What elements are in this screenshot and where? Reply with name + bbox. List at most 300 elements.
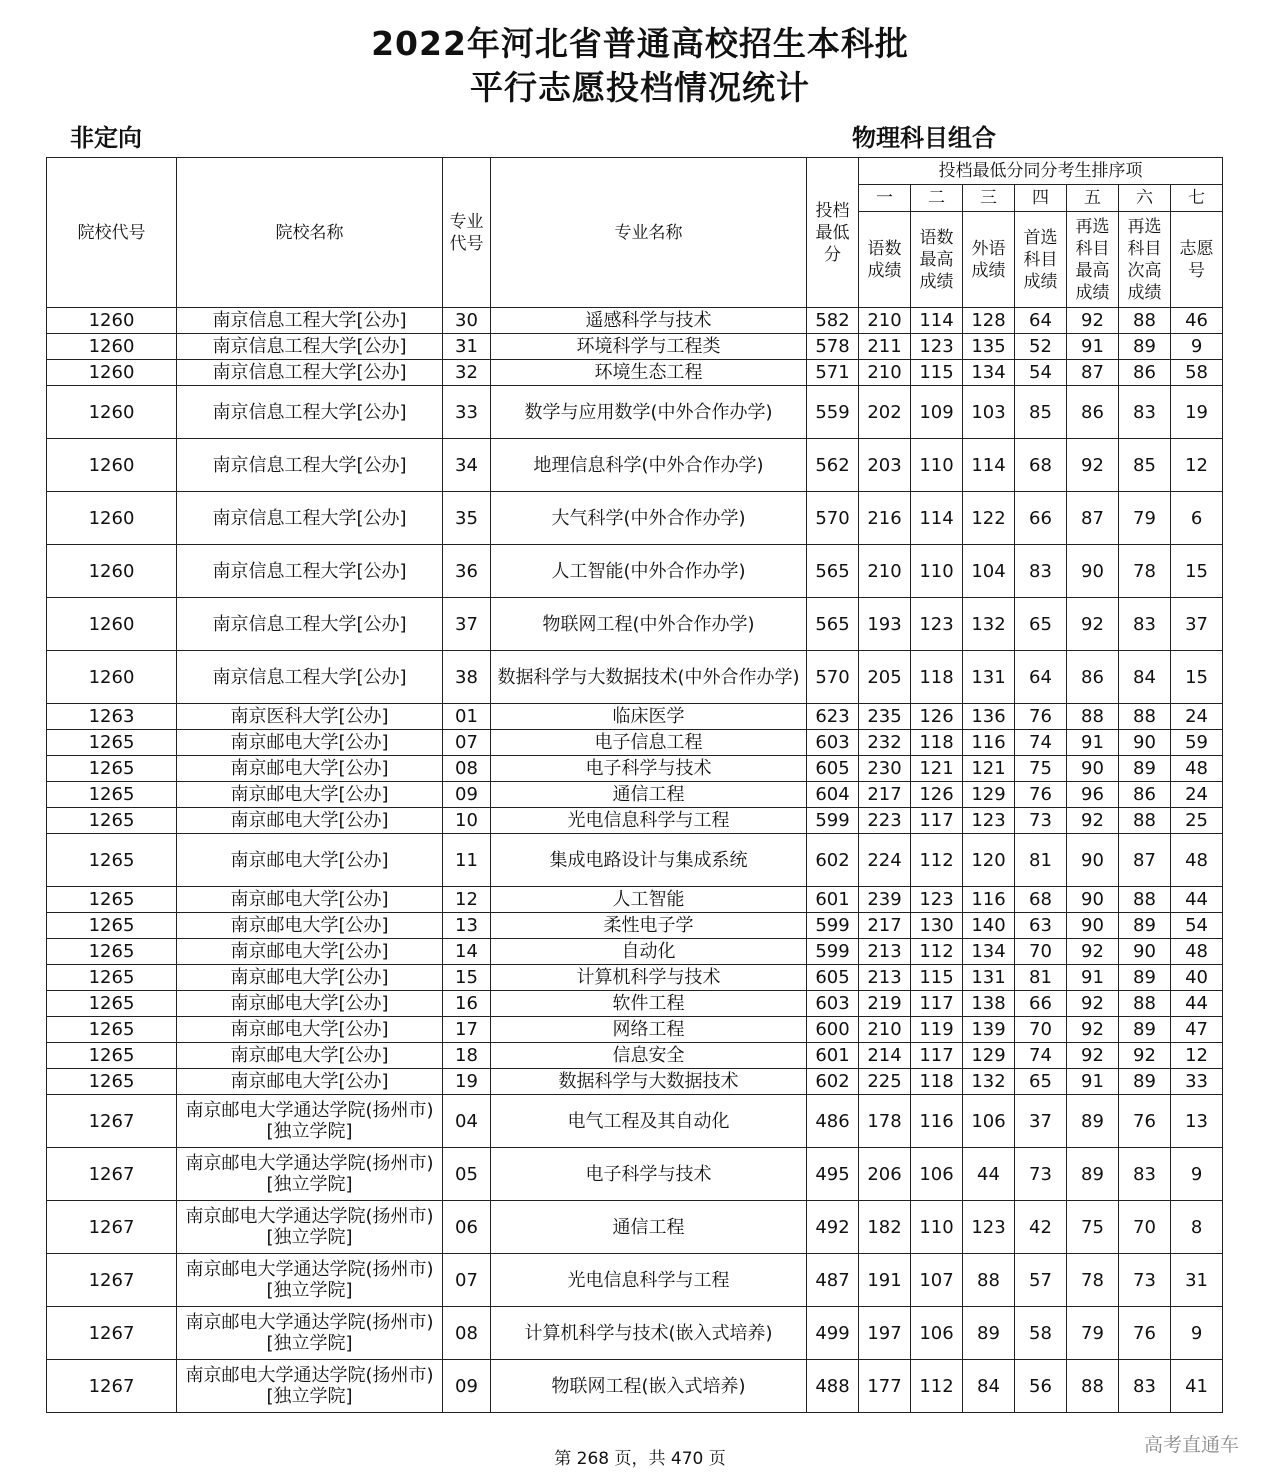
header-sort-num: 七 [1171,185,1223,212]
header-sort-num: 六 [1119,185,1171,212]
cell-major-name: 大气科学(中外合作办学) [491,492,807,545]
cell-sort-3: 44 [963,1148,1015,1201]
cell-sort-2: 118 [911,651,963,704]
cell-sort-1: 206 [859,1148,911,1201]
cell-major-code: 01 [443,704,491,730]
cell-major-code: 07 [443,1254,491,1307]
cell-school-name: 南京信息工程大学[公办] [177,360,443,386]
cell-sort-6: 85 [1119,439,1171,492]
cell-sort-2: 117 [911,991,963,1017]
header-school-code: 院校代号 [47,158,177,308]
cell-sort-5: 96 [1067,782,1119,808]
table-row [47,965,1223,991]
cell-min-score: 605 [807,756,859,782]
cell-school-code: 1265 [47,782,177,808]
cell-sort-2: 112 [911,834,963,887]
cell-school-code: 1265 [47,939,177,965]
cell-min-score: 488 [807,1360,859,1413]
cell-major-name: 地理信息科学(中外合作办学) [491,439,807,492]
table-row [47,386,1223,439]
cell-sort-2: 118 [911,730,963,756]
header-sort-item: 语数最高成绩 [911,212,963,308]
cell-min-score: 601 [807,1043,859,1069]
cell-sort-6: 89 [1119,756,1171,782]
cell-major-name: 电子信息工程 [491,730,807,756]
cell-sort-3: 135 [963,334,1015,360]
cell-major-name: 计算机科学与技术(嵌入式培养) [491,1307,807,1360]
cell-sort-1: 205 [859,651,911,704]
cell-sort-3: 131 [963,965,1015,991]
cell-sort-4: 52 [1015,334,1067,360]
cell-sort-4: 76 [1015,704,1067,730]
cell-min-score: 582 [807,308,859,334]
cell-sort-4: 70 [1015,1017,1067,1043]
cell-school-code: 1265 [47,913,177,939]
cell-sort-5: 92 [1067,1043,1119,1069]
cell-sort-7: 37 [1171,598,1223,651]
cell-sort-3: 106 [963,1095,1015,1148]
cell-school-code: 1267 [47,1307,177,1360]
cell-school-code: 1260 [47,360,177,386]
cell-sort-2: 112 [911,1360,963,1413]
cell-sort-2: 106 [911,1148,963,1201]
cell-sort-6: 89 [1119,913,1171,939]
cell-sort-2: 106 [911,1307,963,1360]
cell-sort-1: 239 [859,887,911,913]
cell-sort-6: 88 [1119,704,1171,730]
cell-school-name: 南京邮电大学[公办] [177,965,443,991]
cell-school-name: 南京医科大学[公办] [177,704,443,730]
cell-school-name: 南京邮电大学[公办] [177,1069,443,1095]
cell-sort-2: 123 [911,887,963,913]
cell-sort-6: 83 [1119,386,1171,439]
cell-sort-1: 210 [859,308,911,334]
cell-sort-4: 81 [1015,965,1067,991]
cell-major-code: 31 [443,334,491,360]
cell-major-code: 14 [443,939,491,965]
table-row [47,308,1223,334]
cell-sort-7: 44 [1171,887,1223,913]
cell-min-score: 562 [807,439,859,492]
cell-major-code: 04 [443,1095,491,1148]
cell-min-score: 600 [807,1017,859,1043]
cell-school-name: 南京邮电大学[公办] [177,887,443,913]
cell-sort-2: 115 [911,965,963,991]
cell-sort-5: 90 [1067,887,1119,913]
table-row [47,1307,1223,1360]
cell-sort-3: 89 [963,1307,1015,1360]
table-row [47,1095,1223,1148]
cell-sort-2: 110 [911,545,963,598]
admission-table [46,157,1223,1413]
cell-school-name: 南京邮电大学[公办] [177,1017,443,1043]
cell-sort-4: 64 [1015,651,1067,704]
cell-sort-5: 87 [1067,360,1119,386]
cell-min-score: 499 [807,1307,859,1360]
cell-min-score: 602 [807,1069,859,1095]
cell-sort-4: 65 [1015,1069,1067,1095]
cell-min-score: 565 [807,598,859,651]
header-major-code: 专业代号 [443,158,491,308]
cell-sort-5: 79 [1067,1307,1119,1360]
cell-sort-7: 59 [1171,730,1223,756]
cell-sort-2: 118 [911,1069,963,1095]
cell-min-score: 487 [807,1254,859,1307]
cell-sort-1: 232 [859,730,911,756]
cell-sort-3: 114 [963,439,1015,492]
cell-sort-3: 116 [963,730,1015,756]
cell-sort-3: 123 [963,1201,1015,1254]
cell-sort-2: 121 [911,756,963,782]
cell-major-name: 通信工程 [491,782,807,808]
cell-sort-2: 112 [911,939,963,965]
cell-sort-1: 223 [859,808,911,834]
cell-major-name: 信息安全 [491,1043,807,1069]
header-sort-num: 二 [911,185,963,212]
table-row [47,704,1223,730]
cell-sort-6: 76 [1119,1307,1171,1360]
cell-school-code: 1260 [47,598,177,651]
cell-sort-6: 83 [1119,598,1171,651]
cell-sort-7: 19 [1171,386,1223,439]
cell-school-code: 1265 [47,1043,177,1069]
cell-sort-4: 65 [1015,598,1067,651]
cell-sort-4: 81 [1015,834,1067,887]
header-sort-item: 首选科目成绩 [1015,212,1067,308]
table-row [47,939,1223,965]
cell-school-name: 南京信息工程大学[公办] [177,651,443,704]
cell-school-code: 1267 [47,1095,177,1148]
cell-sort-5: 88 [1067,704,1119,730]
cell-sort-4: 74 [1015,730,1067,756]
cell-sort-3: 132 [963,1069,1015,1095]
cell-sort-5: 91 [1067,730,1119,756]
cell-major-name: 物联网工程(嵌入式培养) [491,1360,807,1413]
table-row [47,834,1223,887]
cell-sort-7: 58 [1171,360,1223,386]
cell-sort-1: 211 [859,334,911,360]
cell-sort-5: 89 [1067,1148,1119,1201]
cell-major-name: 光电信息科学与工程 [491,808,807,834]
cell-school-name: 南京邮电大学[公办] [177,939,443,965]
cell-school-name: 南京信息工程大学[公办] [177,598,443,651]
cell-major-code: 15 [443,965,491,991]
cell-sort-6: 76 [1119,1095,1171,1148]
cell-sort-6: 73 [1119,1254,1171,1307]
cell-min-score: 486 [807,1095,859,1148]
table-row [47,334,1223,360]
cell-major-name: 数据科学与大数据技术 [491,1069,807,1095]
table-row [47,1201,1223,1254]
cell-major-code: 34 [443,439,491,492]
cell-sort-3: 138 [963,991,1015,1017]
header-sort-item: 语数成绩 [859,212,911,308]
cell-sort-1: 203 [859,439,911,492]
cell-major-name: 临床医学 [491,704,807,730]
cell-school-code: 1265 [47,887,177,913]
cell-school-code: 1265 [47,965,177,991]
table-row [47,492,1223,545]
cell-sort-7: 8 [1171,1201,1223,1254]
header-sort-group: 投档最低分同分考生排序项 [859,158,1223,185]
table-row [47,1148,1223,1201]
cell-sort-5: 92 [1067,808,1119,834]
cell-sort-7: 48 [1171,939,1223,965]
cell-major-code: 33 [443,386,491,439]
cell-sort-5: 87 [1067,492,1119,545]
cell-sort-2: 117 [911,808,963,834]
cell-sort-7: 24 [1171,782,1223,808]
cell-sort-4: 76 [1015,782,1067,808]
cell-sort-2: 126 [911,704,963,730]
cell-major-code: 16 [443,991,491,1017]
cell-sort-7: 41 [1171,1360,1223,1413]
cell-min-score: 571 [807,360,859,386]
cell-sort-5: 92 [1067,598,1119,651]
table-row [47,1360,1223,1413]
cell-school-code: 1260 [47,439,177,492]
cell-sort-7: 6 [1171,492,1223,545]
cell-min-score: 570 [807,492,859,545]
cell-sort-5: 88 [1067,1360,1119,1413]
cell-sort-7: 9 [1171,334,1223,360]
cell-major-code: 13 [443,913,491,939]
cell-min-score: 599 [807,913,859,939]
cell-sort-4: 73 [1015,808,1067,834]
cell-major-code: 07 [443,730,491,756]
cell-sort-7: 12 [1171,1043,1223,1069]
cell-school-name: 南京邮电大学[公办] [177,782,443,808]
cell-sort-4: 75 [1015,756,1067,782]
cell-sort-7: 15 [1171,651,1223,704]
cell-sort-6: 89 [1119,1017,1171,1043]
cell-sort-5: 89 [1067,1095,1119,1148]
table-row [47,1254,1223,1307]
cell-major-name: 柔性电子学 [491,913,807,939]
cell-sort-4: 68 [1015,439,1067,492]
cell-major-code: 08 [443,756,491,782]
cell-sort-6: 90 [1119,730,1171,756]
cell-school-name: 南京邮电大学通达学院(扬州市)[独立学院] [177,1307,443,1360]
cell-sort-6: 90 [1119,939,1171,965]
cell-sort-1: 213 [859,965,911,991]
cell-sort-6: 70 [1119,1201,1171,1254]
cell-sort-3: 131 [963,651,1015,704]
cell-major-name: 自动化 [491,939,807,965]
table-row [47,1017,1223,1043]
cell-sort-5: 92 [1067,991,1119,1017]
cell-min-score: 578 [807,334,859,360]
cell-sort-5: 92 [1067,1017,1119,1043]
table-row [47,1069,1223,1095]
cell-sort-4: 58 [1015,1307,1067,1360]
cell-sort-4: 66 [1015,492,1067,545]
cell-sort-4: 37 [1015,1095,1067,1148]
cell-sort-4: 63 [1015,913,1067,939]
cell-sort-7: 9 [1171,1148,1223,1201]
cell-min-score: 605 [807,965,859,991]
cell-sort-3: 103 [963,386,1015,439]
cell-sort-1: 202 [859,386,911,439]
cell-school-code: 1260 [47,492,177,545]
table-row [47,782,1223,808]
cell-sort-5: 78 [1067,1254,1119,1307]
cell-sort-6: 88 [1119,991,1171,1017]
cell-sort-1: 182 [859,1201,911,1254]
cell-min-score: 599 [807,939,859,965]
cell-sort-1: 219 [859,991,911,1017]
cell-sort-2: 109 [911,386,963,439]
cell-major-name: 电气工程及其自动化 [491,1095,807,1148]
cell-school-code: 1265 [47,1017,177,1043]
cell-sort-3: 140 [963,913,1015,939]
cell-major-name: 遥感科学与技术 [491,308,807,334]
cell-sort-5: 92 [1067,939,1119,965]
cell-sort-7: 47 [1171,1017,1223,1043]
cell-sort-5: 86 [1067,386,1119,439]
cell-min-score: 603 [807,730,859,756]
cell-sort-2: 123 [911,334,963,360]
cell-sort-6: 78 [1119,545,1171,598]
cell-major-name: 数据科学与大数据技术(中外合作办学) [491,651,807,704]
cell-sort-4: 70 [1015,939,1067,965]
cell-sort-3: 139 [963,1017,1015,1043]
cell-sort-3: 104 [963,545,1015,598]
cell-sort-6: 88 [1119,808,1171,834]
cell-sort-3: 128 [963,308,1015,334]
page-title-line2: 平行志愿投档情况统计 [470,68,810,107]
table-row [47,360,1223,386]
table-row [47,887,1223,913]
cell-sort-7: 9 [1171,1307,1223,1360]
cell-sort-3: 129 [963,1043,1015,1069]
cell-school-name: 南京邮电大学[公办] [177,730,443,756]
header-sort-num: 四 [1015,185,1067,212]
cell-sort-7: 48 [1171,834,1223,887]
cell-major-name: 人工智能 [491,887,807,913]
cell-school-name: 南京邮电大学[公办] [177,913,443,939]
cell-sort-6: 87 [1119,834,1171,887]
cell-sort-2: 114 [911,308,963,334]
cell-school-name: 南京邮电大学通达学院(扬州市)[独立学院] [177,1254,443,1307]
cell-sort-7: 24 [1171,704,1223,730]
cell-sort-4: 54 [1015,360,1067,386]
cell-major-code: 06 [443,1201,491,1254]
cell-sort-7: 33 [1171,1069,1223,1095]
header-sort-item: 外语成绩 [963,212,1015,308]
cell-sort-1: 214 [859,1043,911,1069]
cell-sort-1: 225 [859,1069,911,1095]
cell-sort-4: 64 [1015,308,1067,334]
cell-school-code: 1265 [47,730,177,756]
cell-major-name: 物联网工程(中外合作办学) [491,598,807,651]
cell-min-score: 603 [807,991,859,1017]
cell-sort-6: 89 [1119,1069,1171,1095]
cell-major-code: 35 [443,492,491,545]
cell-major-code: 09 [443,1360,491,1413]
table-row [47,598,1223,651]
cell-sort-1: 213 [859,939,911,965]
cell-major-name: 数学与应用数学(中外合作办学) [491,386,807,439]
cell-sort-3: 123 [963,808,1015,834]
cell-school-name: 南京邮电大学[公办] [177,756,443,782]
cell-sort-2: 110 [911,439,963,492]
cell-sort-5: 86 [1067,651,1119,704]
cell-major-name: 集成电路设计与集成系统 [491,834,807,887]
cell-school-code: 1260 [47,334,177,360]
table-row [47,913,1223,939]
cell-sort-1: 193 [859,598,911,651]
cell-school-code: 1265 [47,991,177,1017]
table-row [47,439,1223,492]
page-footer: 第 268 页，共 470 页 [554,1449,726,1469]
cell-sort-1: 235 [859,704,911,730]
cell-major-code: 12 [443,887,491,913]
table-row [47,730,1223,756]
cell-sort-1: 191 [859,1254,911,1307]
cell-sort-3: 84 [963,1360,1015,1413]
cell-school-name: 南京信息工程大学[公办] [177,492,443,545]
cell-sort-4: 56 [1015,1360,1067,1413]
cell-school-code: 1260 [47,308,177,334]
cell-sort-4: 57 [1015,1254,1067,1307]
cell-major-code: 19 [443,1069,491,1095]
cell-major-name: 环境生态工程 [491,360,807,386]
cell-sort-4: 83 [1015,545,1067,598]
cell-sort-6: 86 [1119,360,1171,386]
cell-school-code: 1260 [47,386,177,439]
cell-min-score: 604 [807,782,859,808]
cell-major-name: 计算机科学与技术 [491,965,807,991]
cell-sort-3: 134 [963,360,1015,386]
cell-sort-4: 74 [1015,1043,1067,1069]
cell-sort-2: 123 [911,598,963,651]
cell-min-score: 601 [807,887,859,913]
cell-school-name: 南京邮电大学通达学院(扬州市)[独立学院] [177,1148,443,1201]
cell-school-name: 南京邮电大学[公办] [177,834,443,887]
cell-sort-2: 130 [911,913,963,939]
cell-sort-3: 121 [963,756,1015,782]
cell-major-name: 通信工程 [491,1201,807,1254]
cell-sort-7: 44 [1171,991,1223,1017]
cell-school-name: 南京信息工程大学[公办] [177,439,443,492]
table-row [47,651,1223,704]
cell-sort-1: 224 [859,834,911,887]
cell-sort-6: 84 [1119,651,1171,704]
cell-sort-3: 122 [963,492,1015,545]
cell-sort-5: 90 [1067,756,1119,782]
cell-sort-3: 88 [963,1254,1015,1307]
cell-sort-1: 210 [859,360,911,386]
cell-school-name: 南京邮电大学[公办] [177,1043,443,1069]
cell-sort-3: 116 [963,887,1015,913]
header-school-name: 院校名称 [177,158,443,308]
header-sort-item: 再选科目次高成绩 [1119,212,1171,308]
table-row [47,808,1223,834]
category-left-label: 非定向 [70,124,142,152]
cell-school-code: 1260 [47,651,177,704]
cell-min-score: 565 [807,545,859,598]
cell-sort-5: 90 [1067,834,1119,887]
cell-school-code: 1260 [47,545,177,598]
cell-school-code: 1267 [47,1201,177,1254]
cell-school-code: 1267 [47,1148,177,1201]
cell-school-name: 南京信息工程大学[公办] [177,545,443,598]
cell-sort-2: 107 [911,1254,963,1307]
cell-school-name: 南京邮电大学[公办] [177,991,443,1017]
cell-sort-2: 119 [911,1017,963,1043]
cell-sort-1: 217 [859,782,911,808]
